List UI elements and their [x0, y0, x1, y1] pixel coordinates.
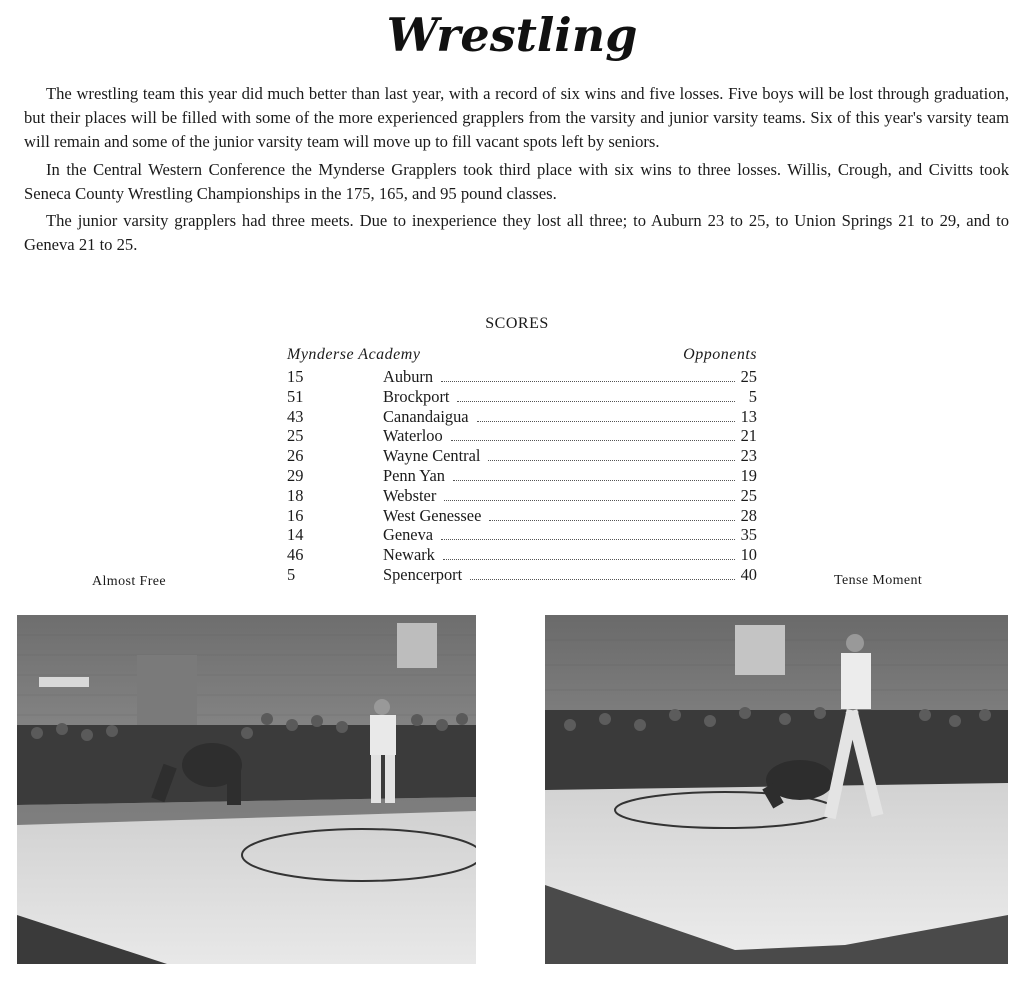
- score-row: [287, 565, 757, 585]
- score-row: [287, 506, 757, 526]
- home-score: 18: [287, 485, 304, 505]
- photo-tense-moment-image: [545, 615, 1008, 964]
- scores-table: [287, 367, 757, 585]
- caption-almost-free: Almost Free: [92, 574, 167, 589]
- score-row: [287, 525, 757, 545]
- opponent-name: Brockport: [383, 386, 450, 406]
- paragraph-3: The junior varsity grapplers had three meets. Due to inexperience they lost all three; to Auburn 23 to 25, to Union Springs 21 to 29, and to Geneva 21 to 25.: [24, 211, 1009, 255]
- score-row: [287, 407, 757, 427]
- photo-almost-free-image: [17, 615, 476, 964]
- opponent-name: West Genessee: [383, 505, 482, 525]
- photo-almost-free: [17, 615, 476, 964]
- opponent-name: Geneva: [383, 525, 434, 545]
- opponent-score: 13: [740, 406, 757, 426]
- paragraph-2: In the Central Western Conference the Mynderse Grapplers took third place with six wins to three losses. Willis, Crough, and Civitts took Seneca County Wrestling Championships in the 175, 165, and 95 pound classes.: [24, 159, 1009, 203]
- opponent-score: 35: [740, 525, 757, 545]
- opponent-score: 5: [748, 386, 757, 406]
- opponent-score: 23: [740, 446, 757, 466]
- score-row: [287, 466, 757, 486]
- home-score: 29: [287, 465, 304, 485]
- home-score: 51: [287, 386, 304, 406]
- score-row: [287, 446, 757, 466]
- article-body: [24, 82, 1009, 260]
- photo-tense-moment: [545, 615, 1008, 964]
- paragraph-1: The wrestling team this year did much better than last year, with a record of six wins and five losses. Five boys will be lost through graduation, but their places will be filled with some of the more experienced grapplers from the varsity and junior varsity teams. Six of this year's varsity team will remain and some of the junior varsity team will move up to fill vacant spots left by seniors.: [24, 84, 1009, 152]
- score-row: [287, 387, 757, 407]
- opponent-score: 28: [740, 505, 757, 525]
- opponent-name: Auburn: [383, 367, 434, 386]
- home-score: 14: [287, 525, 304, 545]
- opponent-score: 25: [740, 367, 757, 386]
- home-score: 26: [287, 446, 304, 466]
- score-row: [287, 486, 757, 506]
- score-row: [287, 426, 757, 446]
- opponent-score: 25: [740, 485, 757, 505]
- score-row: [287, 545, 757, 565]
- opponents-label: Opponents: [683, 346, 757, 363]
- opponent-name: Wayne Central: [383, 446, 481, 466]
- page-title: Wrestling: [386, 8, 638, 62]
- opponent-name: Canandaigua: [383, 406, 469, 426]
- score-row: [287, 367, 757, 387]
- home-score: 16: [287, 505, 304, 525]
- home-team-label: Mynderse Academy: [287, 346, 421, 363]
- home-score: 15: [287, 367, 304, 386]
- opponent-score: 10: [740, 545, 757, 565]
- scores-heading: SCORES: [485, 315, 549, 332]
- home-score: 43: [287, 406, 304, 426]
- opponent-score: 21: [740, 426, 757, 446]
- opponent-name: Waterloo: [383, 426, 443, 446]
- opponent-score: 19: [740, 465, 757, 485]
- home-score: 46: [287, 545, 304, 565]
- opponent-name: Penn Yan: [383, 465, 445, 485]
- home-score: 5: [287, 564, 296, 584]
- home-score: 25: [287, 426, 304, 446]
- caption-tense-moment: Tense Moment: [834, 573, 923, 588]
- opponent-name: Spencerport: [383, 564, 463, 584]
- opponent-name: Webster: [383, 485, 437, 505]
- opponent-name: Newark: [383, 545, 435, 565]
- opponent-score: 40: [740, 564, 757, 584]
